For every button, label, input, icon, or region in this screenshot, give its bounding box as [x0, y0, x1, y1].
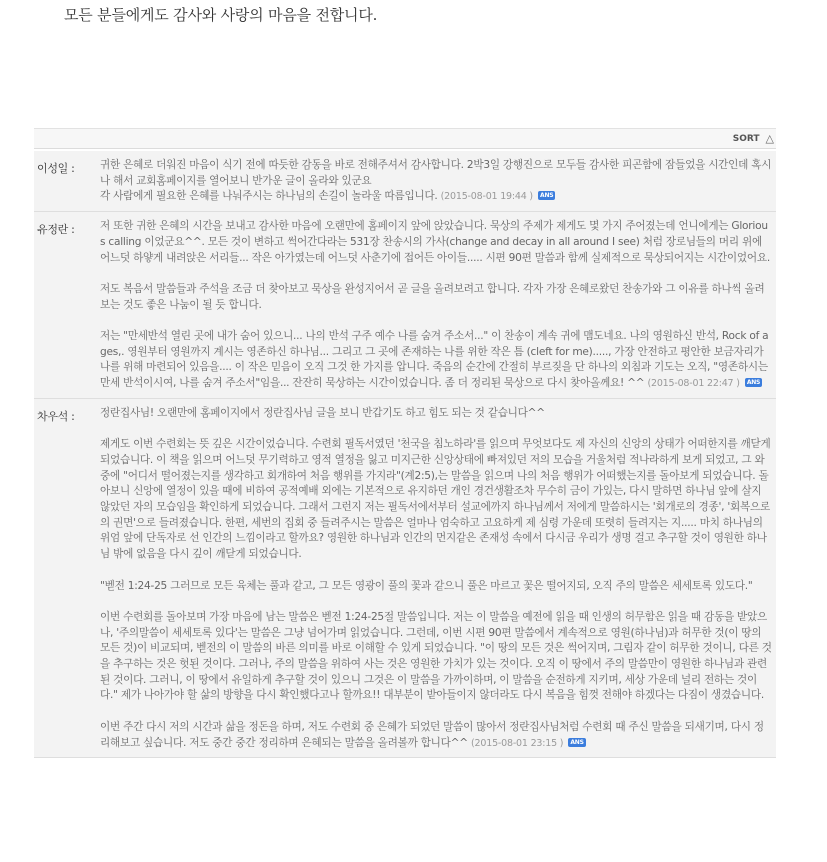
comment-paragraph: 정란집사님! 오랜만에 홈페이지에서 정란집사님 글을 보니 반갑기도 하고 힘도 되는 것 같습니다^^ [100, 406, 545, 419]
comment-author: 차우석 : [37, 409, 75, 423]
comment-body [100, 151, 776, 211]
comment-item [34, 151, 776, 212]
comment-author: 유정란 : [37, 223, 75, 237]
comment-date: (2015-08-01 23:15 ) [471, 737, 564, 749]
comment-date: (2015-08-01 22:47 ) [647, 378, 740, 390]
comment-body [100, 399, 776, 757]
comment-paragraph: 귀한 은혜로 더워진 마음이 식기 전에 따듯한 감동을 바로 전해주셔서 감사합니다. 2박3일 강행진으로 모두들 감사한 피곤함에 잠들었을 시간인데 혹시나 해서 교회홈페이지를 열어보니 반가운 글이 올라와 있군요 [100, 159, 772, 187]
comment-paragraph: 저는 "만세반석 열린 곳에 내가 숨어 있으니... 나의 반석 구주 예수 나를 숨겨 주소서..." 이 찬송이 계속 귀에 맴도네요. 나의 영원하신 반석, Rock of ages,. 영원부터 영원까지 계시는 영존하신 하나님... 그리고 그 곳에 존재하는 나를 위한 작은 틈 (cleft for me)....., 가장 안전하고 평안한 보금자리가 나를 위해 마련되어 있음을.... 이 작은 믿음이 오직 그것 한 가지를 압니다. 죽음의 순간에 간절히 부르짖을 단 하나의 외침과 기도는 오직, "영존하시는 만세 반석이시여, 나를 숨겨 주소서"임을... 잔잔히 묵상하는 시간이었습니다. 좀 더 정리된 묵상으로 다시 찾아올께요! ^^ [100, 330, 769, 390]
reply-button[interactable]: ANS [540, 192, 554, 200]
comment-paragraph: 제게도 이번 수련회는 뜻 깊은 시간이었습니다. 수련회 필독서였던 '천국을 침노하라'를 읽으며 무엇보다도 제 자신의 신앙의 상태가 어떠한지를 깨닫게 되었습니다. 이 책을 읽으며 어느덧 무기력하고 영적 열정을 잃고 미지근한 신앙상태에 빠져있던 저의 모습을 거울처럼 적나라하게 보게 되었고, 그 와중에 "어디서 떨어졌는지를 생각하고 회개하여 처음 행위를 가지라"(계2:5),는 말씀을 읽으며 나의 처음 행위가 어떠했는지를 돌아보게 되었습니다. 돌아보니 신앙에 열정이 있을 때에 비하여 공적예배 외에는 기본적으로 유지하던 개인 경건생활조차 무수히 금이 가있는, 다시 말하면 하나님 앞에 살지 않았던 자의 모습임을 확인하게 되었습니다. 그래서 그런지 저는 필독서에서부터 설교에까지 하나님께서 저에게 말씀하시는 '회개로의 경종', '회복으로의 권면'으로 들려졌습니다. 한편, 세번의 집회 중 들려주시는 말씀은 얼마나 엄숙하고 고요하게 제 심령 가운데 또렷히 들려지는 지..... 마치 하나님의 위엄 앞에 단독자로 선 인간의 느낌이라고 할까요? 영원한 하나님과 인간의 먼지같은 존재성 속에서 다시금 우리가 생명 걸고 추구할 것이 영원한 하나님 밖에 없음을 다시 깊이 깨닫게 되었습니다. [100, 438, 771, 561]
sort-bar [34, 129, 776, 149]
sort-button[interactable] [733, 132, 774, 145]
comment-body [100, 212, 776, 398]
triangle-icon: △ [765, 132, 774, 145]
comment-author: 이성일 : [37, 162, 75, 175]
reply-button[interactable]: ANS [746, 379, 761, 387]
comment-item [34, 399, 776, 758]
comment-paragraph: 저 또한 귀한 은혜의 시간을 보내고 감사한 마음에 오랜만에 홈페이지 앞에 앉았습니다. 묵상의 주제가 제게도 몇 가지 주어졌는데 언니에게는 Glorious calling 이었군요^^. 모든 것이 변하고 썩어간다라는 531장 찬송시의 가사(change and decay in all around I see) 처럼 장로님들의 머리 위에 어느덧 하얗게 내려앉은 서리들... 작은 아가였는데 어느덧 사춘기에 접어든 아이들..... 시편 90편 말씀과 함께 실제적으로 묵상되어지는 시간이었어요. [100, 220, 770, 264]
comment-item [34, 212, 776, 399]
post-closing-text: 모든 분들에게도 감사와 사랑의 마음을 전합니다. [64, 6, 378, 24]
sort-label: SORT [732, 133, 760, 144]
comment-list [34, 151, 776, 758]
comment-paragraph: 이번 주간 다시 저의 시간과 삶을 정돈을 하며, 저도 수련회 중 은혜가 되었던 말씀이 많아서 정란집사님처럼 수련회 때 주신 말씀을 되새기며, 다시 정리해보고 싶습니다. 저도 중간 중간 정리하며 은혜되는 말씀을 올려볼까 합니다^^ [100, 720, 764, 749]
comment-paragraph: 이번 수련회를 돌아보며 가장 마음에 남는 말씀은 벧전 1:24-25절 말씀입니다. 저는 이 말씀을 예전에 읽을 때 인생의 허무함은 읽을 때 감동을 받았으나, '주의말씀이 세세토록 있다'는 말씀은 그냥 넘어가며 읽었습니다. 그런데, 이번 시편 90편 말씀에서 계속적으로 영원(하나님)과 허무한 것(이 땅의 모든 것)이 비교되며, 벧전의 이 말씀의 바른 의미를 바로 이해할 수 있게 되었습니다. "이 땅의 모든 것은 썩어지며, 그림자 같이 허무한 것이니, 다른 것을 추구하는 것은 헛된 것이다. 그러나, 주의 말씀을 위하여 사는 것은 영원한 가치가 있는 것이다. 오직 이 땅에서 주의 말씀만이 영원한 하나님과 관련된 것이다. 그러니, 이 땅에서 유일하게 추구할 것이 있으니 그것은 이 말씀을 가까이하며, 이 말씀을 순전하게 지키며, 세상 가운데 널리 전하는 것이다." 제가 나아가야 할 삶의 방향을 다시 확인했다고나 할까요!! 대부분이 받아들이지 않더라도 다시 복음을 힘껏 전해야 하겠다는 다짐이 생겼습니다. [100, 610, 772, 702]
comment-paragraph: 각 사람에게 필요한 은혜를 나눠주시는 하나님의 손길이 놀라울 따름입니다. [100, 190, 438, 203]
comment-paragraph: "벧전 1:24-25 그러므로 모든 육체는 풀과 같고, 그 모든 영광이 풀의 꽃과 같으니 풀은 마르고 꽃은 떨어지되, 오직 주의 말씀은 세세토록 있도다." [100, 579, 753, 592]
comment-paragraph: 저도 복음서 말씀들과 주석을 조금 더 찾아보고 묵상을 완성지어서 곧 글을 올려보려고 합니다. 각자 가장 은혜로왔던 찬송가와 그 이유를 하나씩 올려보는 것도 좋은 나눔이 될 듯 합니다. [100, 282, 765, 311]
comment-date: (2015-08-01 19:44 ) [440, 191, 533, 203]
reply-button[interactable]: ANS [570, 738, 584, 746]
